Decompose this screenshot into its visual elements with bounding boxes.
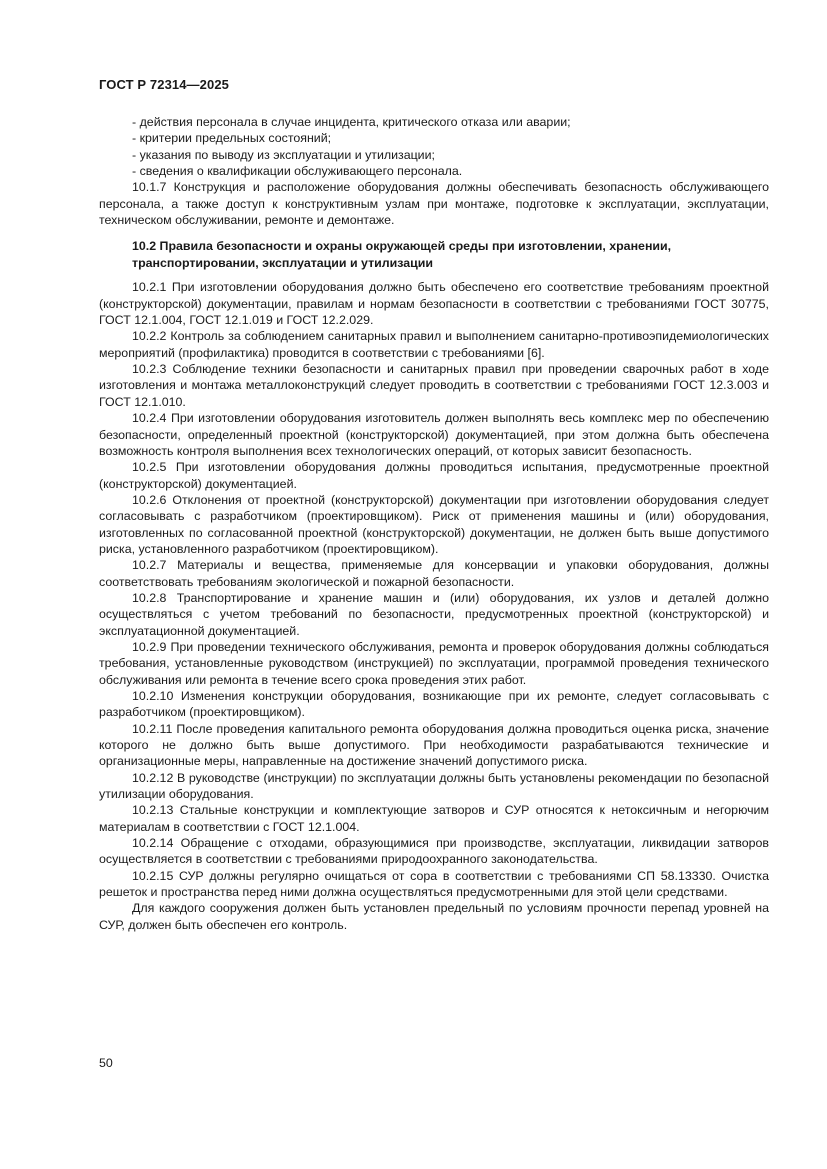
paragraph-10-1-7: 10.1.7 Конструкция и расположение оборудования должны обеспечивать безопасность обслуживающего персонала, а также доступ к конструктивным узлам при монтаже, подготовке к эксплуатации, эксплуатации, техническом обслуживании, ремонте и демонтаже. (99, 180, 769, 228)
paragraph-10-2-3: 10.2.3 Соблюдение техники безопасности и санитарных правил при проведении сварочных работ в ходе изготовления и монтажа металлоконструкций следует проводить в соответствии с требованиями ГОСТ 12.3.003 и ГОСТ 12.1.010. (99, 362, 769, 409)
page-number: 50 (99, 1056, 113, 1070)
paragraph-10-2-9: 10.2.9 При проведении технического обслуживания, ремонта и проверок оборудования должны соблюдаться требования, установленные руководством (инструкцией) по эксплуатации, программой проведения технического обслуживания или ремонта в течение всего срока проведения этих работ. (99, 639, 769, 687)
paragraph-10-2-15-continuation: Для каждого сооружения должен быть установлен предельный по условиям прочности перепад уровней на СУР, должен быть обеспечен его контроль. (99, 901, 769, 932)
bullet-item: - действия персонала в случае инцидента, критического отказа или аварии; (132, 115, 571, 129)
paragraph-10-2-14: 10.2.14 Обращение с отходами, образующимися при производстве, эксплуатации, ликвидации затворов осуществляется в соответствии с требованиями природоохранного законодательства. (99, 836, 769, 867)
paragraph-10-2-1: 10.2.1 При изготовлении оборудования должно быть обеспечено его соответствие требованиям проектной (конструкторской) документации, правилам и нормам безопасности в соответствии с требованиями ГОСТ 30775, ГОСТ 12.1.004, ГОСТ 12.1.019 и ГОСТ 12.2.029. (99, 280, 769, 328)
bullet-item: - указания по выводу из эксплуатации и утилизации; (132, 147, 435, 162)
paragraph-10-2-4: 10.2.4 При изготовлении оборудования изготовитель должен выполнять весь комплекс мер по обеспечению безопасности, определенный проектной (конструкторской) документацией, при этом должна быть обеспечена возможность контроля выполнения всех технологических операций, от которых зависит безопасность. (99, 411, 769, 458)
paragraph-10-2-6: 10.2.6 Отклонения от проектной (конструкторской) документации при изготовлении оборудования следует согласовывать с разработчиком (проектировщиком). Риск от применения машины и (или) оборудования, изготовленных по согласованной проектной (конструкторской) документации, не должен быть выше допустимого риска, установленного разработчиком (проектировщиком). (99, 492, 769, 556)
paragraph-10-2-12: 10.2.12 В руководстве (инструкции) по эксплуатации должны быть установлены рекомендации по безопасной утилизации оборудования. (99, 770, 769, 802)
paragraph-10-2-8: 10.2.8 Транспортирование и хранение машин и (или) оборудования, их узлов и деталей должно осуществляться с учетом требований по безопасности, предусмотренных проектной (конструкторской) и эксплуатационной документацией. (99, 590, 769, 638)
paragraph-10-2-13: 10.2.13 Стальные конструкции и комплектующие затворов и СУР относятся к нетоксичным и негорючим материалам в соответствии с ГОСТ 12.1.004. (99, 803, 769, 834)
paragraph-10-2-2: 10.2.2 Контроль за соблюдением санитарных правил и выполнением санитарно-противоэпидемиологических мероприятий (профилактика) проводится в соответствии с требованиями [6]. (99, 329, 769, 360)
paragraph-10-2-15: 10.2.15 СУР должны регулярно очищаться от сора в соответствии с требованиями СП 58.13330. Очистка решеток и пространства перед ними должна осуществляться предусмотренными для этой цели средствами. (99, 868, 769, 900)
paragraph-10-2-7: 10.2.7 Материалы и вещества, применяемые для консервации и упаковки оборудования, должны соответствовать требованиям экологической и пожарной безопасности. (99, 558, 769, 589)
paragraph-10-2-5: 10.2.5 При изготовлении оборудования должны проводиться испытания, предусмотренные проектной (конструкторской) документацией. (99, 460, 769, 491)
section-heading-10-2: 10.2 Правила безопасности и охраны окружающей среды при изготовлении, хранении, транспортировании, эксплуатации и утилизации (132, 239, 672, 270)
document-body (99, 114, 769, 933)
bullet-item: - сведения о квалификации обслуживающего персонала. (132, 164, 463, 179)
document-code-header: ГОСТ Р 72314—2025 (99, 77, 229, 92)
paragraph-10-2-11: 10.2.11 После проведения капитального ремонта оборудования должна проводиться оценка риска, значение которого не должно быть выше допустимого. При необходимости разрабатываются технические и организационные меры, направленные на достижение значений допустимого риска. (99, 721, 769, 769)
paragraph-10-2-10: 10.2.10 Изменения конструкции оборудования, возникающие при их ремонте, следует согласовывать с разработчиком (проектировщиком). (99, 689, 769, 720)
bullet-item: - критерии предельных состояний; (132, 131, 332, 146)
